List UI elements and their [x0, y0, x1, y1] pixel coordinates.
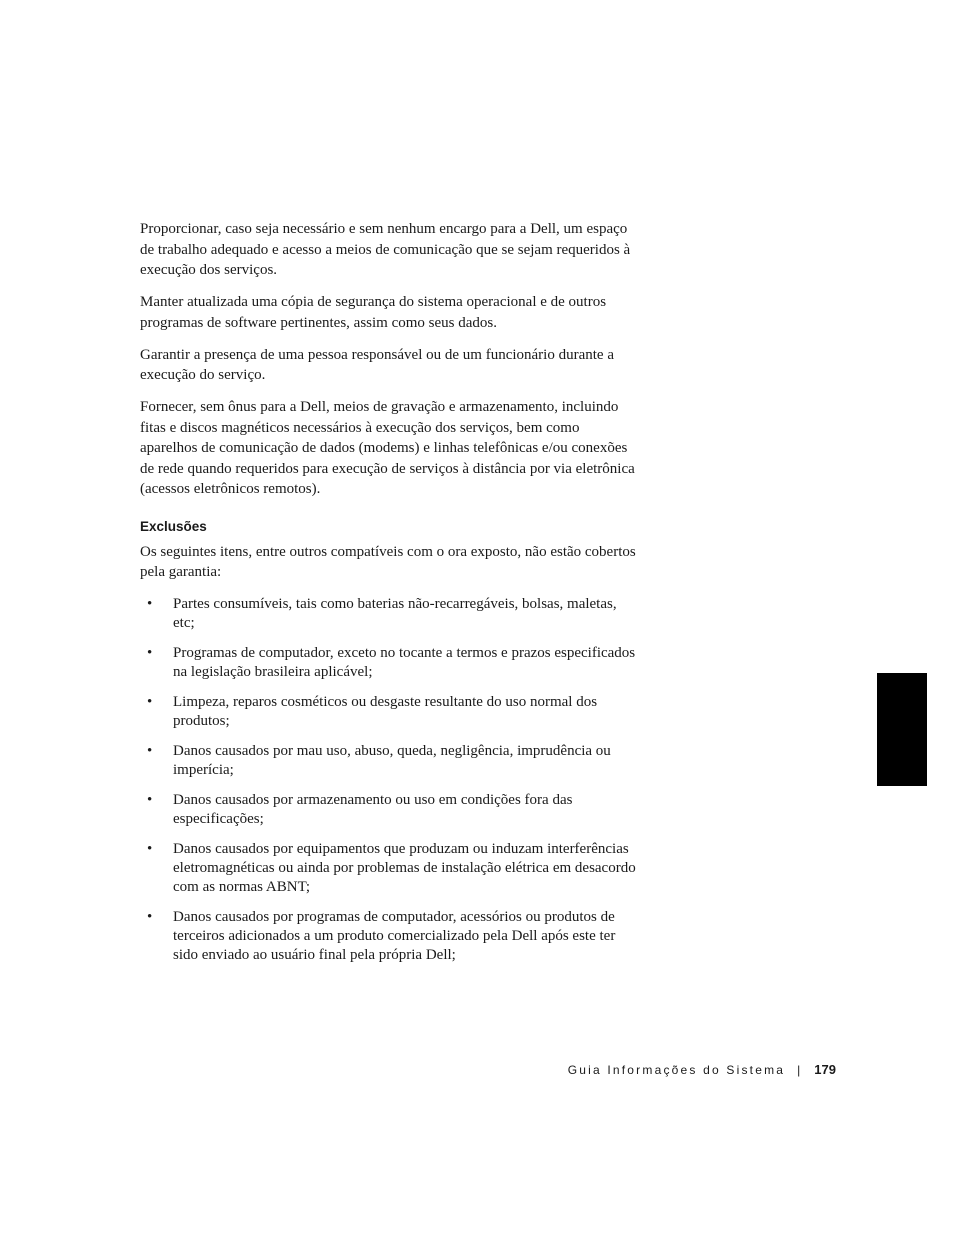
chapter-side-tab	[877, 673, 927, 786]
bullet-icon: •	[147, 644, 153, 661]
paragraph-workspace: Proporcionar, caso seja necessário e sem nenhum encargo para a Dell, um espaço de trabalho adequado e acesso a meios de comunicação que se sejam requeridos à execução dos serviços.	[140, 221, 631, 278]
list-item	[140, 742, 640, 780]
bullet-icon: •	[147, 840, 153, 857]
list-item	[140, 791, 640, 829]
bullet-icon: •	[147, 908, 153, 925]
paragraph-backup: Manter atualizada uma cópia de segurança do sistema operacional e de outros programas de software pertinentes, assim como seus dados.	[140, 294, 607, 331]
list-item	[140, 693, 640, 731]
footer-guide-title: Guia Informações do Sistema	[567, 1062, 786, 1077]
paragraph-recording-media: Fornecer, sem ônus para a Dell, meios de gravação e armazenamento, incluindo fitas e discos magnéticos necessários à execução dos serviços, bem como aparelhos de comunicação de dados (modems) e linhas telefônicas e/ou conexões de rede quando requeridos para execução de serviços à distância por via eletrônica (acessos eletrônicos remotos).	[140, 399, 635, 497]
list-item-text: Limpeza, reparos cosméticos ou desgaste resultante do uso normal dos produtos;	[173, 693, 598, 729]
bullet-icon: •	[147, 791, 153, 808]
list-item-text: Danos causados por programas de computador, acessórios ou produtos de terceiros adicionados a um produto comercializado pela Dell após este ter sido enviado ao usuário final pela própria Dell;	[173, 908, 616, 963]
page-content	[140, 219, 640, 976]
list-item	[140, 840, 640, 897]
page-number: 179	[814, 1062, 836, 1077]
list-item-text: Danos causados por mau uso, abuso, queda, negligência, imprudência ou imperícia;	[173, 742, 611, 778]
bullet-icon: •	[147, 742, 153, 759]
list-item-text: Danos causados por equipamentos que produzam ou induzam interferências eletromagnéticas ou ainda por problemas de instalação elétrica em desacordo com as normas ABNT;	[173, 840, 636, 895]
list-item-text: Partes consumíveis, tais como baterias não-recarregáveis, bolsas, maletas, etc;	[173, 595, 617, 631]
paragraph-responsible-person: Garantir a presença de uma pessoa responsável ou de um funcionário durante a execução do serviço.	[140, 346, 614, 383]
bullet-icon: •	[147, 595, 153, 612]
list-item	[140, 644, 640, 682]
page-footer	[568, 1062, 836, 1077]
footer-separator: |	[797, 1062, 801, 1077]
bullet-icon: •	[147, 693, 153, 710]
section-heading-exclusions: Exclusões	[140, 518, 207, 534]
exclusions-intro: Os seguintes itens, entre outros compatíveis com o ora exposto, não estão cobertos pela garantia:	[140, 543, 636, 580]
list-item-text: Danos causados por armazenamento ou uso em condições fora das especificações;	[173, 791, 573, 827]
exclusions-list	[140, 595, 640, 965]
list-item-text: Programas de computador, exceto no tocante a termos e prazos especificados na legislação brasileira aplicável;	[173, 644, 636, 680]
list-item	[140, 595, 640, 633]
list-item	[140, 908, 640, 965]
